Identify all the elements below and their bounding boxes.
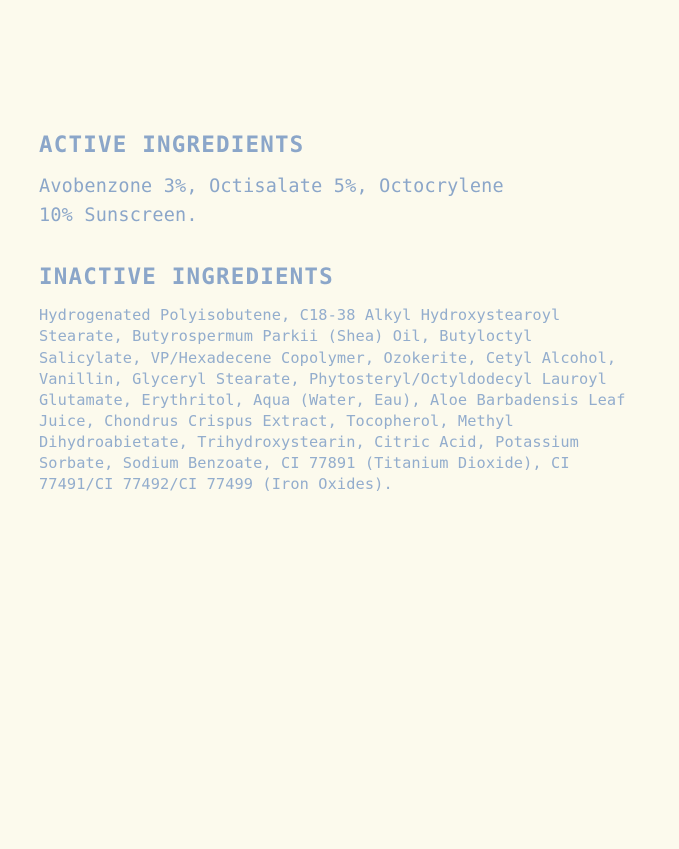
inactive-ingredients-text: Hydrogenated Polyisobutene, C18-38 Alkyl Hydroxystearoyl Stearate, Butyrospermum Parkii (Shea) Oil, Butyloctyl Salicylate, VP/Hexadecene Copolymer, Ozokerite, Cetyl Alcohol, Vanillin, Glyceryl Stearate, Phytosteryl/Octyldodecyl Lauroyl Glutamate, Erythritol, Aqua (Water, Eau), Aloe Barbadensis Leaf Juice, Chondrus Crispus Extract, Tocopherol, Methyl Dihydroabietate, Trihydroxystearin, Citric Acid, Potassium Sorbate, Sodium Benzoate, CI 77891 (Titanium Dioxide), CI 77491/CI 77492/CI 77499 (Iron Oxides).	[39, 306, 626, 494]
active-ingredients-heading: ACTIVE INGREDIENTS	[39, 132, 305, 158]
inactive-ingredients-heading: INACTIVE INGREDIENTS	[39, 264, 334, 291]
active-ingredients-section	[39, 132, 639, 230]
section-spacer	[39, 230, 639, 264]
inactive-ingredients-section	[39, 264, 639, 495]
active-ingredients-text: Avobenzone 3%, Octisalate 5%, Octocrylene 10% Sunscreen.	[39, 176, 504, 226]
